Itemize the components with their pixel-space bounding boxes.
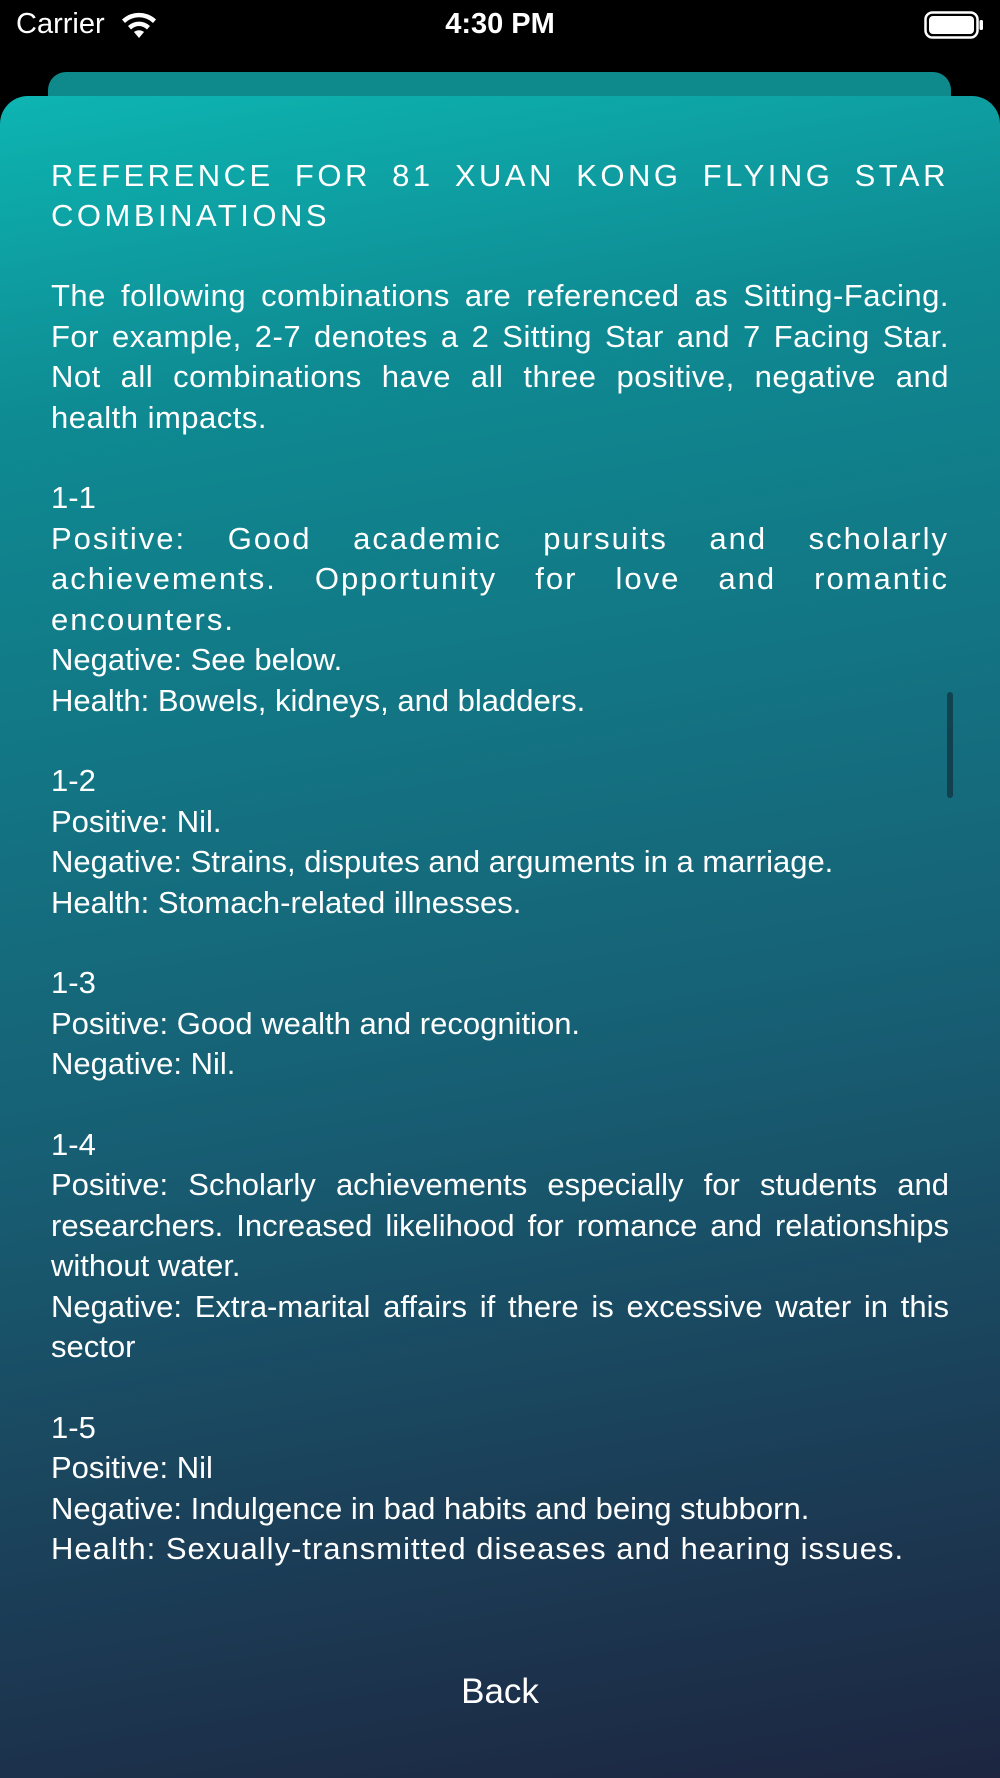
battery-icon (924, 11, 984, 39)
scroll-indicator[interactable] (947, 692, 953, 798)
combination-code: 1-2 (51, 763, 96, 798)
combination-code: 1-1 (51, 480, 96, 515)
combination-entry (51, 1125, 949, 1368)
combination-entry (51, 1408, 949, 1570)
combination-code: 1-5 (51, 1409, 96, 1445)
carrier-label: Carrier (16, 8, 105, 40)
combination-entry (51, 761, 949, 923)
positive-line: Positive: Good academic pursuits and scholarly achievements. Opportunity for love and romantic encounters. (51, 520, 949, 637)
negative-line: Negative: See below. (51, 642, 343, 677)
positive-line: Positive: Nil (51, 1450, 213, 1485)
combination-entry (51, 963, 949, 1085)
status-bar (0, 0, 1000, 60)
clock: 4:30 PM (445, 8, 555, 40)
combination-code: 1-3 (51, 965, 96, 1000)
page-title: REFERENCE FOR 81 XUAN KONG FLYING STAR COMBINATIONS (51, 158, 949, 233)
reference-sheet (0, 96, 1000, 1778)
positive-line: Positive: Good wealth and recognition. (51, 1005, 581, 1041)
negative-line: Negative: Extra-marital affairs if there is excessive water in this sector (51, 1288, 949, 1364)
reference-content[interactable] (51, 156, 949, 1616)
combination-entry (51, 478, 949, 721)
health-line: Health: Sexually-transmitted diseases and hearing issues. (51, 1531, 905, 1566)
negative-line: Negative: Strains, disputes and arguments in a marriage. (51, 844, 834, 879)
back-button[interactable]: Back (400, 1666, 600, 1716)
combination-code: 1-4 (51, 1126, 96, 1162)
health-line: Health: Stomach-related illnesses. (51, 884, 522, 920)
health-line: Health: Bowels, kidneys, and bladders. (51, 682, 586, 718)
positive-line: Positive: Scholarly achievements especially for students and researchers. Increased likelihood for romance and relationships without water. (51, 1167, 949, 1283)
positive-line: Positive: Nil. (51, 803, 222, 839)
negative-line: Negative: Indulgence in bad habits and being stubborn. (51, 1490, 810, 1526)
negative-line: Negative: Nil. (51, 1046, 236, 1081)
intro-paragraph: The following combinations are referenced as Sitting-Facing. For example, 2-7 denotes a 2 Sitting Star and 7 Facing Star. Not all combinations have all three positive, negative and health impacts. (51, 278, 949, 435)
